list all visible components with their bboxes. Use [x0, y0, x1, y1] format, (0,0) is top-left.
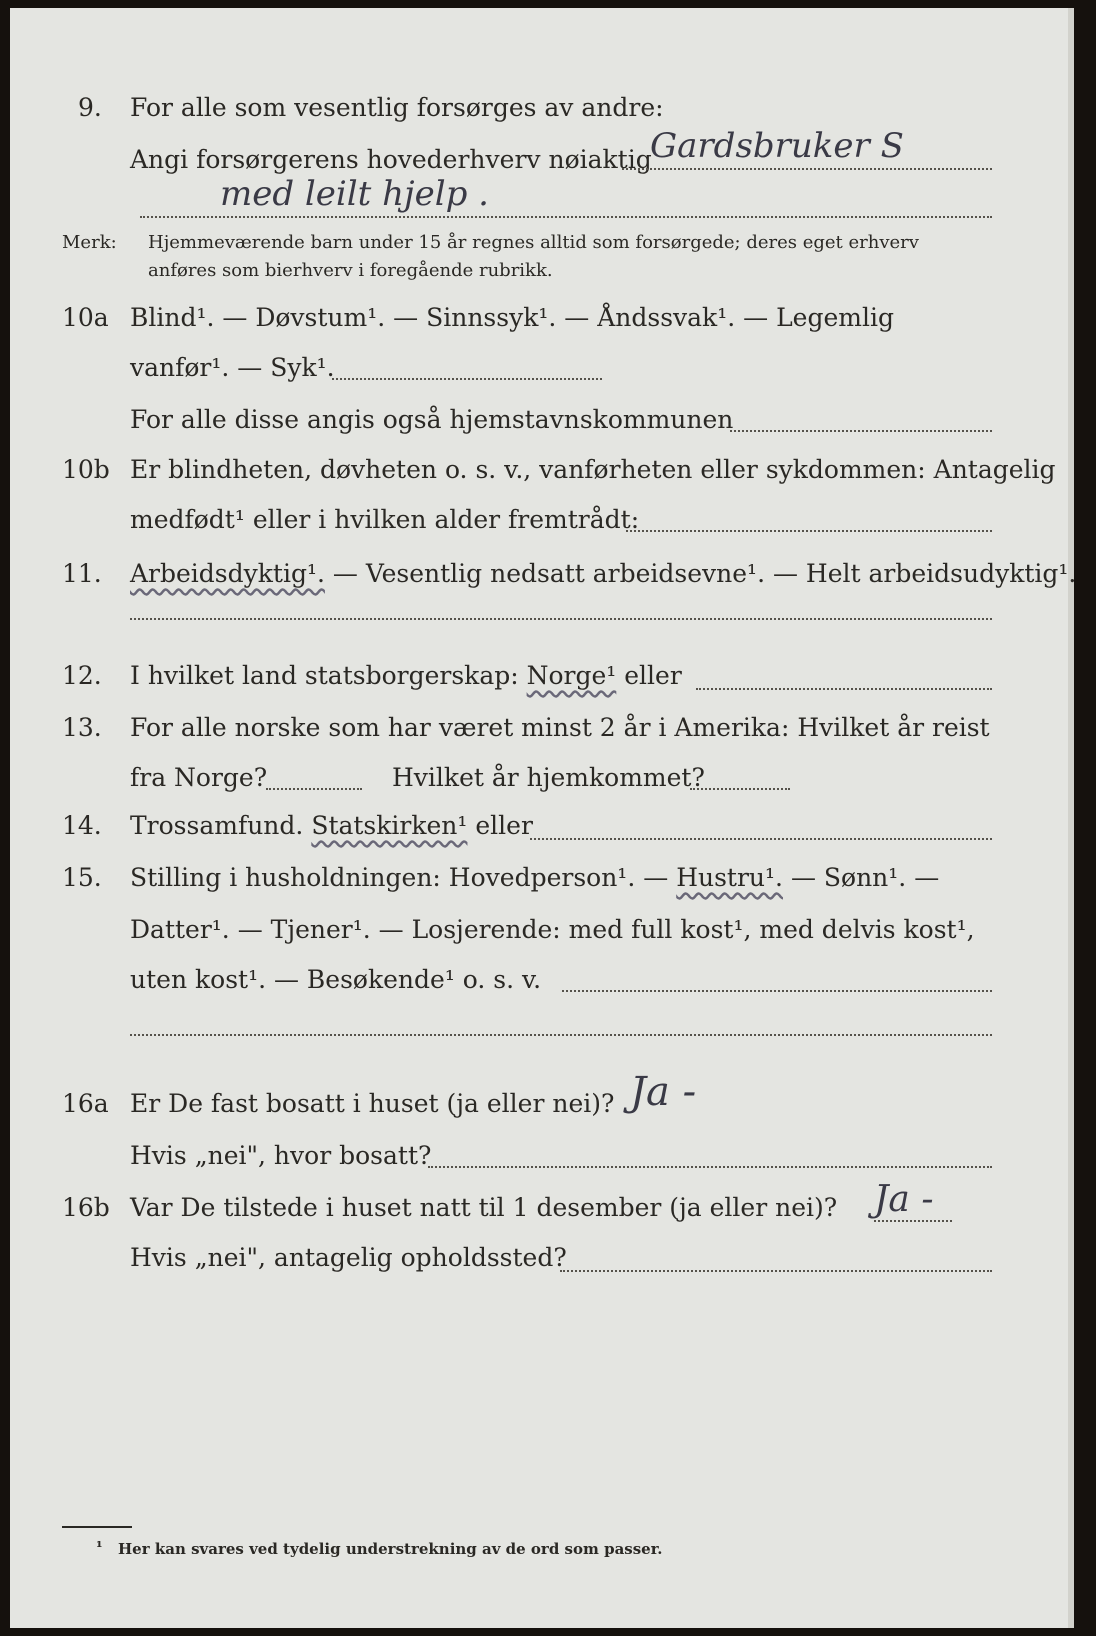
- q10a-line3: For alle disse angis også hjemstavnskommunen: [130, 405, 734, 434]
- q10b-answer-line: [626, 530, 992, 532]
- q15-line1-start: Stilling i husholdningen: Hovedperson¹. —: [130, 863, 669, 892]
- q14-text: [130, 806, 533, 846]
- q9-handwritten-answer2: med leilt hjelp .: [220, 174, 489, 214]
- q14-selected-option: Statskirken¹: [311, 811, 468, 840]
- q11-text: [130, 554, 1076, 594]
- footnote-text: Her kan svares ved tydelig understrekning av de ord som passer.: [118, 1540, 663, 1558]
- q14-number: 14.: [62, 811, 102, 840]
- q15-number: 15.: [62, 863, 102, 892]
- footnote-mark: ¹: [96, 1538, 103, 1556]
- q11-other-options: — Vesentlig nedsatt arbeidsevne¹. — Helt arbeidsudyktig¹.: [332, 559, 1077, 588]
- q12-number: 12.: [62, 661, 102, 690]
- q9-answer-line1: [622, 168, 992, 170]
- q16a-line2: Hvis „nei", hvor bosatt?: [130, 1141, 432, 1170]
- q10b-line1: Er blindheten, døvheten o. s. v., vanførheten eller sykdommen: Antagelig: [130, 455, 1056, 484]
- q11-answer-line: [130, 618, 992, 620]
- q15-line2: Datter¹. — Tjener¹. — Losjerende: med full kost¹, med delvis kost¹,: [130, 915, 975, 944]
- q12-text: [130, 656, 682, 696]
- census-form-sheet: [10, 8, 1077, 1628]
- q15-line1-end: — Sønn¹. —: [790, 863, 940, 892]
- q16a-line1: Er De fast bosatt i huset (ja eller nei)?: [130, 1089, 615, 1118]
- merk-line1: Hjemmeværende barn under 15 år regnes alltid som forsørgede; deres eget erhverv: [148, 232, 919, 253]
- q16a-number: 16a: [62, 1089, 109, 1118]
- q15-answer-line2: [130, 1034, 992, 1036]
- q15-line3: uten kost¹. — Besøkende¹ o. s. v.: [130, 965, 542, 994]
- q10a-line1: Blind¹. — Døvstum¹. — Sinnssyk¹. — Åndssvak¹. — Legemlig: [130, 303, 894, 332]
- q12-answer-line: [696, 688, 992, 690]
- q11-number: 11.: [62, 559, 102, 588]
- footnote-rule: [62, 1526, 132, 1528]
- q16b-line1: Var De tilstede i huset natt til 1 desember (ja eller nei)?: [130, 1193, 838, 1222]
- q14-answer-line: [530, 838, 992, 840]
- q10a-syk-line: [332, 378, 602, 380]
- q13-line2b: Hvilket år hjemkommet?: [392, 763, 705, 792]
- q13-hjemkommet-line: [690, 788, 790, 790]
- q16b-line2: Hvis „nei", antagelig opholdssted?: [130, 1243, 567, 1272]
- q10a-hjemstavn-line: [730, 430, 992, 432]
- q16a-bosatt-line: [428, 1166, 992, 1168]
- q10a-line2: vanfør¹. — Syk¹.: [130, 353, 335, 382]
- merk-label: Merk:: [62, 232, 117, 253]
- q12-question: I hvilket land statsborgerskap:: [130, 661, 519, 690]
- merk-line2: anføres som bierhverv i foregående rubrikk.: [148, 260, 553, 281]
- q14-question: Trossamfund.: [130, 811, 304, 840]
- q16a-handwritten-answer: Ja -: [630, 1069, 697, 1115]
- q16b-answer-line: [874, 1220, 952, 1222]
- q13-number: 13.: [62, 713, 102, 742]
- q16b-opholdssted-line: [560, 1270, 992, 1272]
- q12-selected-option: Norge¹: [526, 661, 617, 690]
- q13-line1: For alle norske som har været minst 2 år i Amerika: Hvilket år reist: [130, 713, 990, 742]
- q13-reist-line: [266, 788, 362, 790]
- q9-answer-line2: [140, 216, 992, 218]
- q16b-handwritten-answer: Ja -: [874, 1179, 934, 1220]
- q12-eller: eller: [624, 661, 682, 690]
- q16b-number: 16b: [62, 1193, 110, 1222]
- q10a-number: 10a: [62, 303, 109, 332]
- q11-selected-option: Arbeidsdyktig¹.: [130, 559, 325, 588]
- q15-answer-line1: [562, 990, 992, 992]
- q9-line2: Angi forsørgerens hovederhverv nøiaktig: [130, 145, 652, 174]
- q9-handwritten-answer1: Gardsbruker S: [650, 126, 904, 166]
- q10b-number: 10b: [62, 455, 110, 484]
- q9-number: 9.: [78, 93, 102, 122]
- q14-eller: eller: [475, 811, 533, 840]
- q15-line1: [130, 858, 939, 898]
- q13-line2a: fra Norge?: [130, 763, 268, 792]
- q10b-line2: medfødt¹ eller i hvilken alder fremtrådt:: [130, 505, 640, 534]
- q9-line1: For alle som vesentlig forsørges av andre:: [130, 93, 664, 122]
- q15-selected-option: Hustru¹.: [676, 863, 783, 892]
